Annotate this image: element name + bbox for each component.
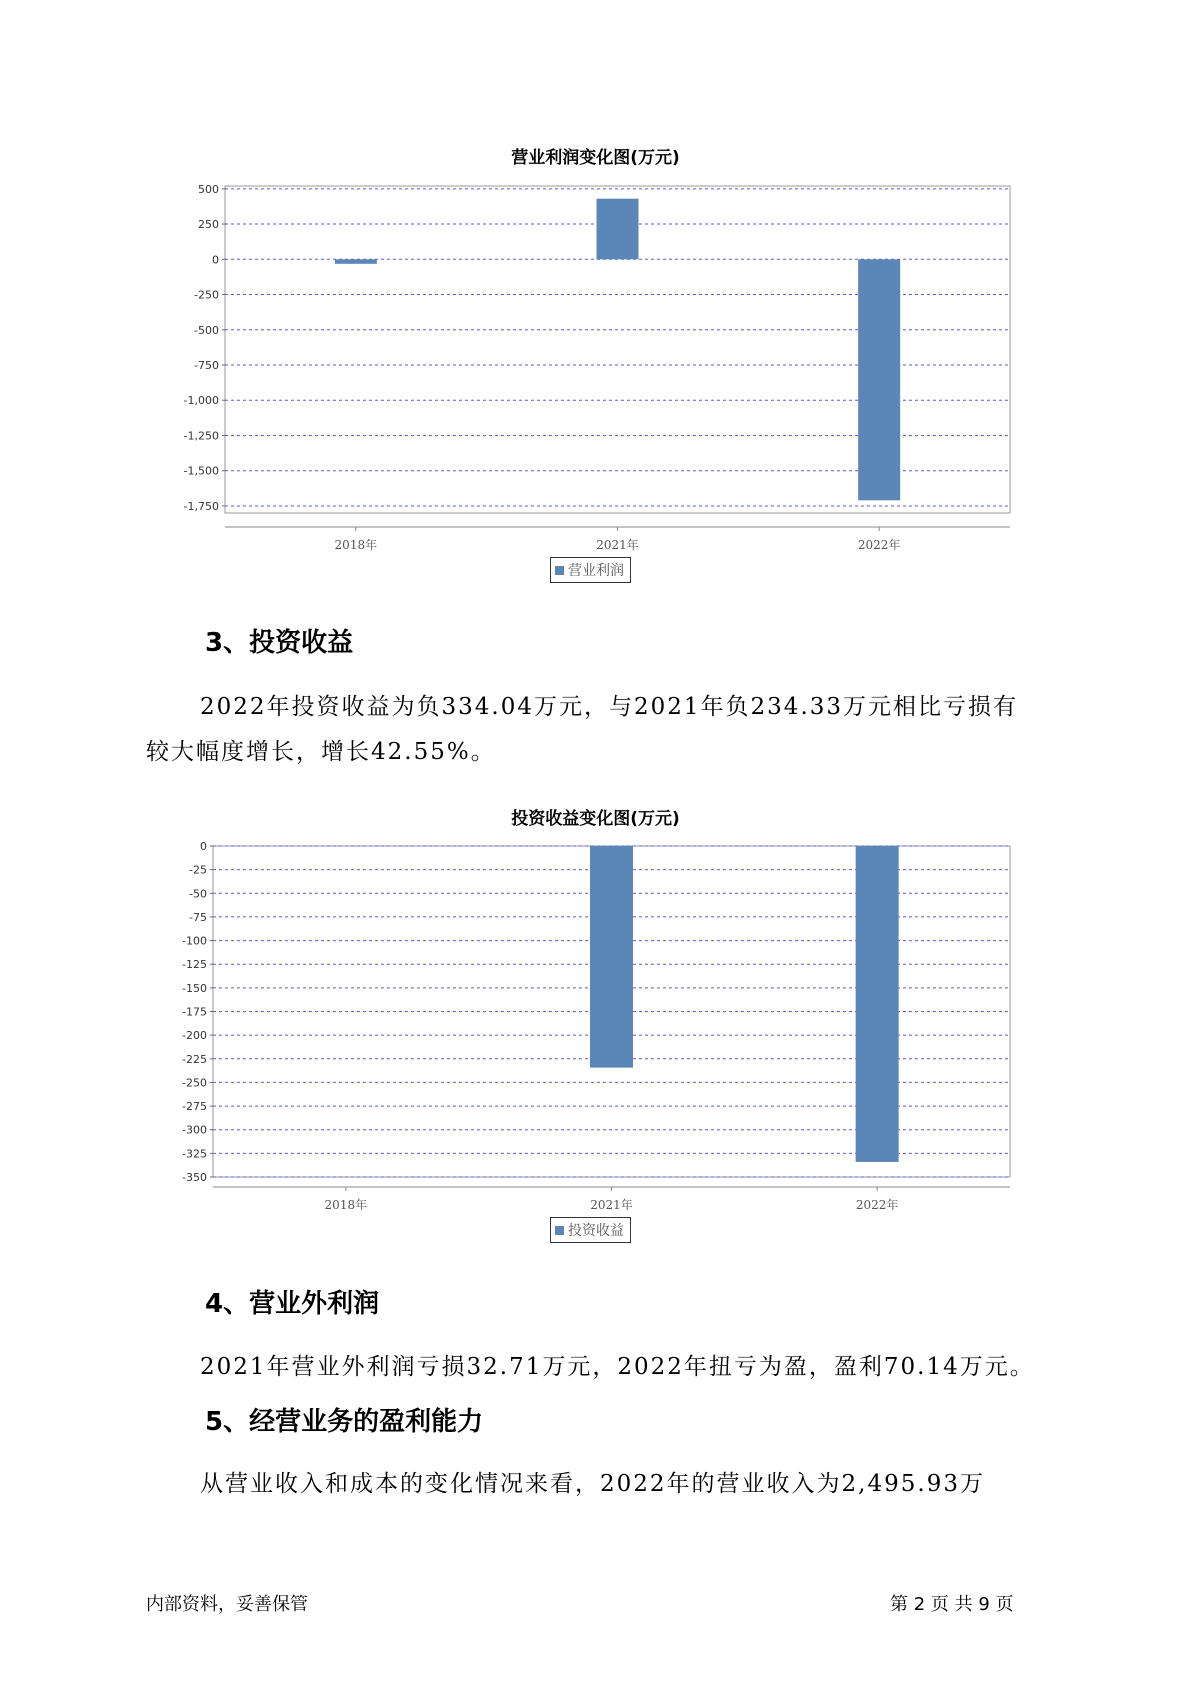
footer-confidential-note: 内部资料，妥善保管 [146,1594,308,1615]
bar-2021年 [590,846,633,1068]
chart1-title: 营业利润变化图(万元) [511,148,680,168]
y-tick-label: -75 [189,910,207,924]
y-tick-label: -25 [189,863,207,877]
y-tick-label: -200 [182,1029,207,1043]
y-tick-label: -350 [182,1171,207,1184]
section-5-heading: 5、经营业务的盈利能力 [205,1407,484,1437]
x-tick-label: 2022年 [855,1198,899,1212]
y-tick-label: -125 [182,958,207,972]
y-tick-label: -100 [182,934,207,948]
y-tick-label: 0 [200,840,207,853]
y-tick-label: -500 [194,323,219,337]
y-tick-label: -150 [182,981,207,995]
y-tick-label: -175 [182,1005,207,1019]
x-tick-label: 2018年 [334,538,378,552]
bar-2022年 [856,846,899,1162]
chart2-title: 投资收益变化图(万元) [511,809,680,829]
section-4-paragraph: 2021年营业外利润亏损32.71万元，2022年扭亏为盈，盈利70.14万元。 [200,1354,1035,1380]
chart1-legend-label: 营业利润 [568,563,624,579]
section-5-paragraph: 从营业收入和成本的变化情况来看，2022年的营业收入为2,495.93万 [200,1471,985,1497]
y-tick-label: -250 [194,288,219,302]
y-tick-label: -1,000 [183,394,219,408]
y-tick-label: -750 [194,359,219,373]
section-3-heading: 3、投资收益 [205,628,354,658]
x-tick-label: 2018年 [324,1198,368,1212]
section-3-paragraph-line1: 2022年投资收益为负334.04万元，与2021年负234.33万元相比亏损有 [200,694,1019,720]
y-tick-label: -1,750 [183,499,219,513]
x-tick-label: 2021年 [590,1198,633,1212]
y-tick-label: 500 [198,182,219,196]
y-tick-label: -275 [182,1100,207,1114]
y-tick-label: -1,500 [183,464,219,478]
y-tick-label: -300 [182,1123,207,1137]
y-tick-label: 0 [212,253,219,267]
section-3-paragraph-line2: 较大幅度增长，增长42.55%。 [146,739,496,765]
y-tick-label: -1,250 [183,429,219,443]
x-tick-label: 2022年 [857,538,901,552]
x-tick-label: 2021年 [596,538,639,552]
y-tick-label: -50 [189,887,207,901]
y-tick-label: 250 [198,218,219,232]
chart2-legend-label: 投资收益 [568,1223,624,1239]
footer-page-number: 第 2 页 共 9 页 [890,1594,1014,1615]
y-tick-label: -325 [182,1147,207,1161]
chart2-legend [550,1217,631,1243]
legend-swatch [555,1226,564,1235]
y-tick-label: -225 [182,1052,207,1066]
y-tick-label: -250 [182,1076,207,1090]
section-4-heading: 4、营业外利润 [205,1289,380,1319]
